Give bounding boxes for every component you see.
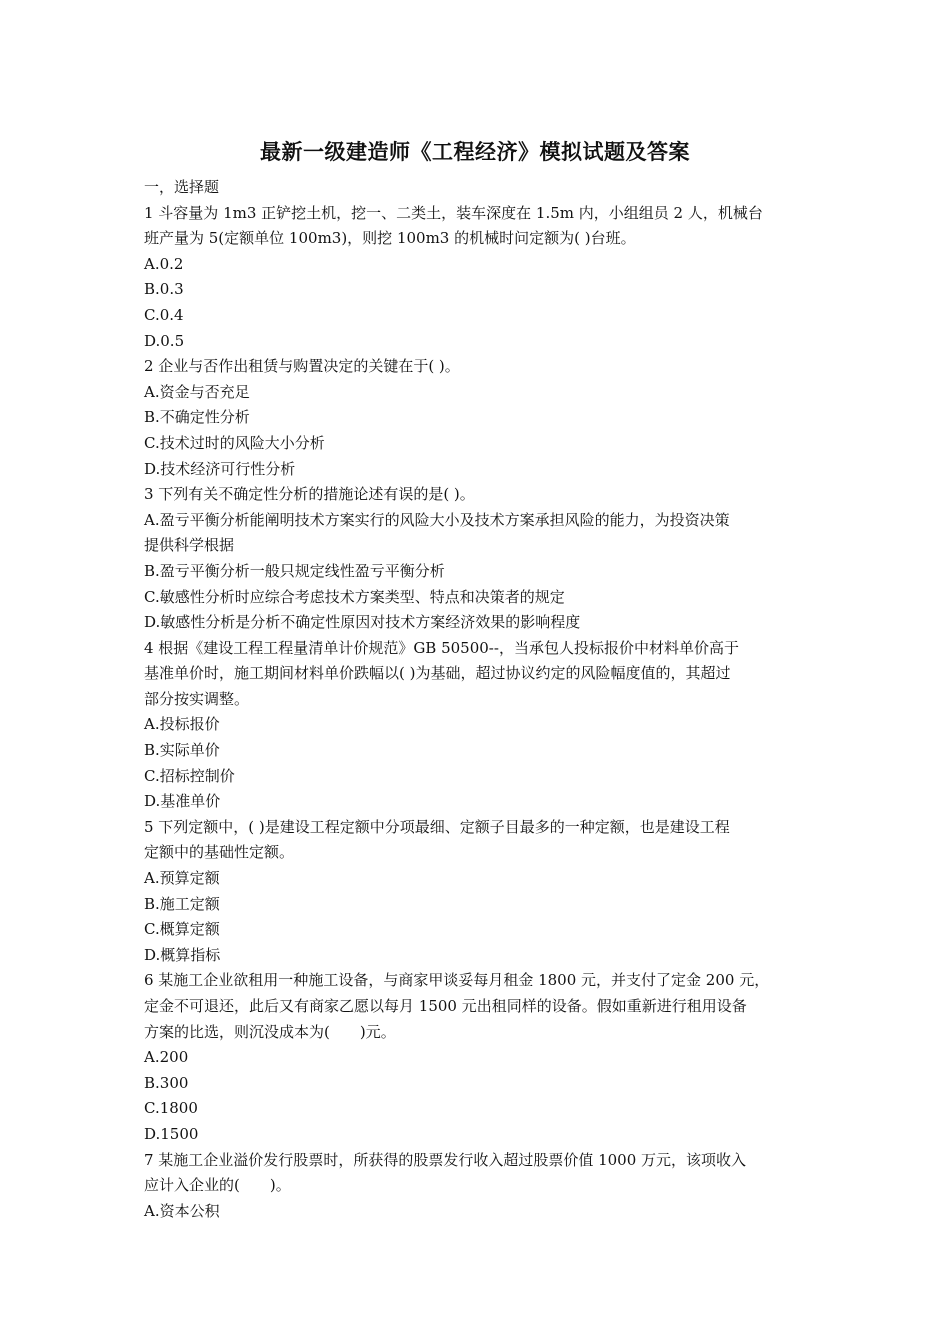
document-title: 最新一级建造师《工程经济》模拟试题及答案 (260, 140, 690, 164)
question-5-option-b: B.施工定额 (144, 894, 220, 913)
question-4-option-d: D.基准单价 (144, 792, 221, 811)
question-6-option-a: A.200 (144, 1048, 189, 1067)
question-6-option-d: D.1500 (144, 1124, 199, 1143)
question-5-option-a: A.预算定额 (144, 869, 220, 888)
question-7-option-a: A.资本公积 (144, 1201, 220, 1220)
question-6-stem-line-2: 定金不可退还，此后又有商家乙愿以每月 1500 元出租同样的设备。假如重新进行租用设备 (144, 997, 747, 1015)
document-body (144, 175, 812, 1224)
question-5-option-d: D.概算指标 (144, 945, 221, 964)
question-3-option-d: D.敏感性分析是分析不确定性原因对技术方案经济效果的影响程度 (144, 613, 581, 632)
question-5-option-c: C.概算定额 (144, 920, 220, 939)
question-4-stem-line-2: 基准单价时，施工期间材料单价跌幅以( )为基础，超过协议约定的风险幅度值的，其超过 (144, 664, 731, 683)
question-4-stem-line-1: 4 根据《建设工程工程量清单计价规范》GB 50500--，当承包人投标报价中材料单价高于 (144, 638, 739, 657)
question-1-option-c: C.0.4 (144, 305, 184, 324)
question-4-option-b: B.实际单价 (144, 741, 220, 760)
question-1-option-a: A.0.2 (144, 254, 184, 273)
question-3-option-b: B.盈亏平衡分析一般只规定线性盈亏平衡分析 (144, 561, 445, 580)
question-1-option-d: D.0.5 (144, 331, 185, 350)
question-4-stem-line-3: 部分按实调整。 (144, 689, 250, 708)
question-5-stem-line-1: 5 下列定额中，( )是建设工程定额中分项最细、定额子目最多的一种定额，也是建设工程 (144, 817, 730, 836)
section-heading: 一，选择题 (144, 178, 220, 196)
question-6-stem-line-3: 方案的比选，则沉没成本为( )元。 (144, 1022, 396, 1041)
question-4-option-c: C.招标控制价 (144, 766, 235, 785)
question-6-option-b: B.300 (144, 1073, 189, 1092)
question-2-option-c: C.技术过时的风险大小分析 (144, 433, 325, 452)
question-5-stem-line-2: 定额中的基础性定额。 (144, 843, 295, 862)
question-6-stem-line-1: 6 某施工企业欲租用一种施工设备，与商家甲谈妥每月租金 1800 元，并支付了定金 200 元， (144, 971, 770, 990)
question-1-option-b: B.0.3 (144, 280, 184, 299)
question-4-option-a: A.投标报价 (144, 715, 220, 734)
question-3-option-c: C.敏感性分析时应综合考虑技术方案类型、特点和决策者的规定 (144, 587, 565, 606)
question-3-option-a: A.盈亏平衡分析能阐明技术方案实行的风险大小及技术方案承担风险的能力，为投资决策 (144, 510, 730, 529)
question-2-option-d: D.技术经济可行性分析 (144, 459, 296, 478)
question-7-stem-line-2: 应计入企业的( )。 (144, 1176, 291, 1195)
question-2-option-b: B.不确定性分析 (144, 408, 250, 427)
question-1-stem-line-2: 班产量为 5(定额单位 100m3)，则挖 100m3 的机械时问定额为( )台班。 (144, 229, 636, 248)
question-6-option-c: C.1800 (144, 1099, 198, 1118)
question-1-stem-line-1: 1 斗容量为 1m3 正铲挖土机，挖一、二类土，装车深度在 1.5m 内，小组组员 2 人，机械台 (144, 203, 763, 222)
question-7-stem-line-1: 7 某施工企业溢价发行股票时，所获得的股票发行收入超过股票价值 1000 万元，该项收入 (144, 1150, 747, 1169)
question-2-option-a: A.资金与否充足 (144, 382, 250, 401)
question-2-stem-line-1: 2 企业与否作出租赁与购置决定的关键在于( )。 (144, 357, 460, 376)
question-3-option-a-continued: 提供科学根据 (144, 536, 235, 555)
question-3-stem-line-1: 3 下列有关不确定性分析的措施论述有误的是( )。 (144, 485, 475, 504)
